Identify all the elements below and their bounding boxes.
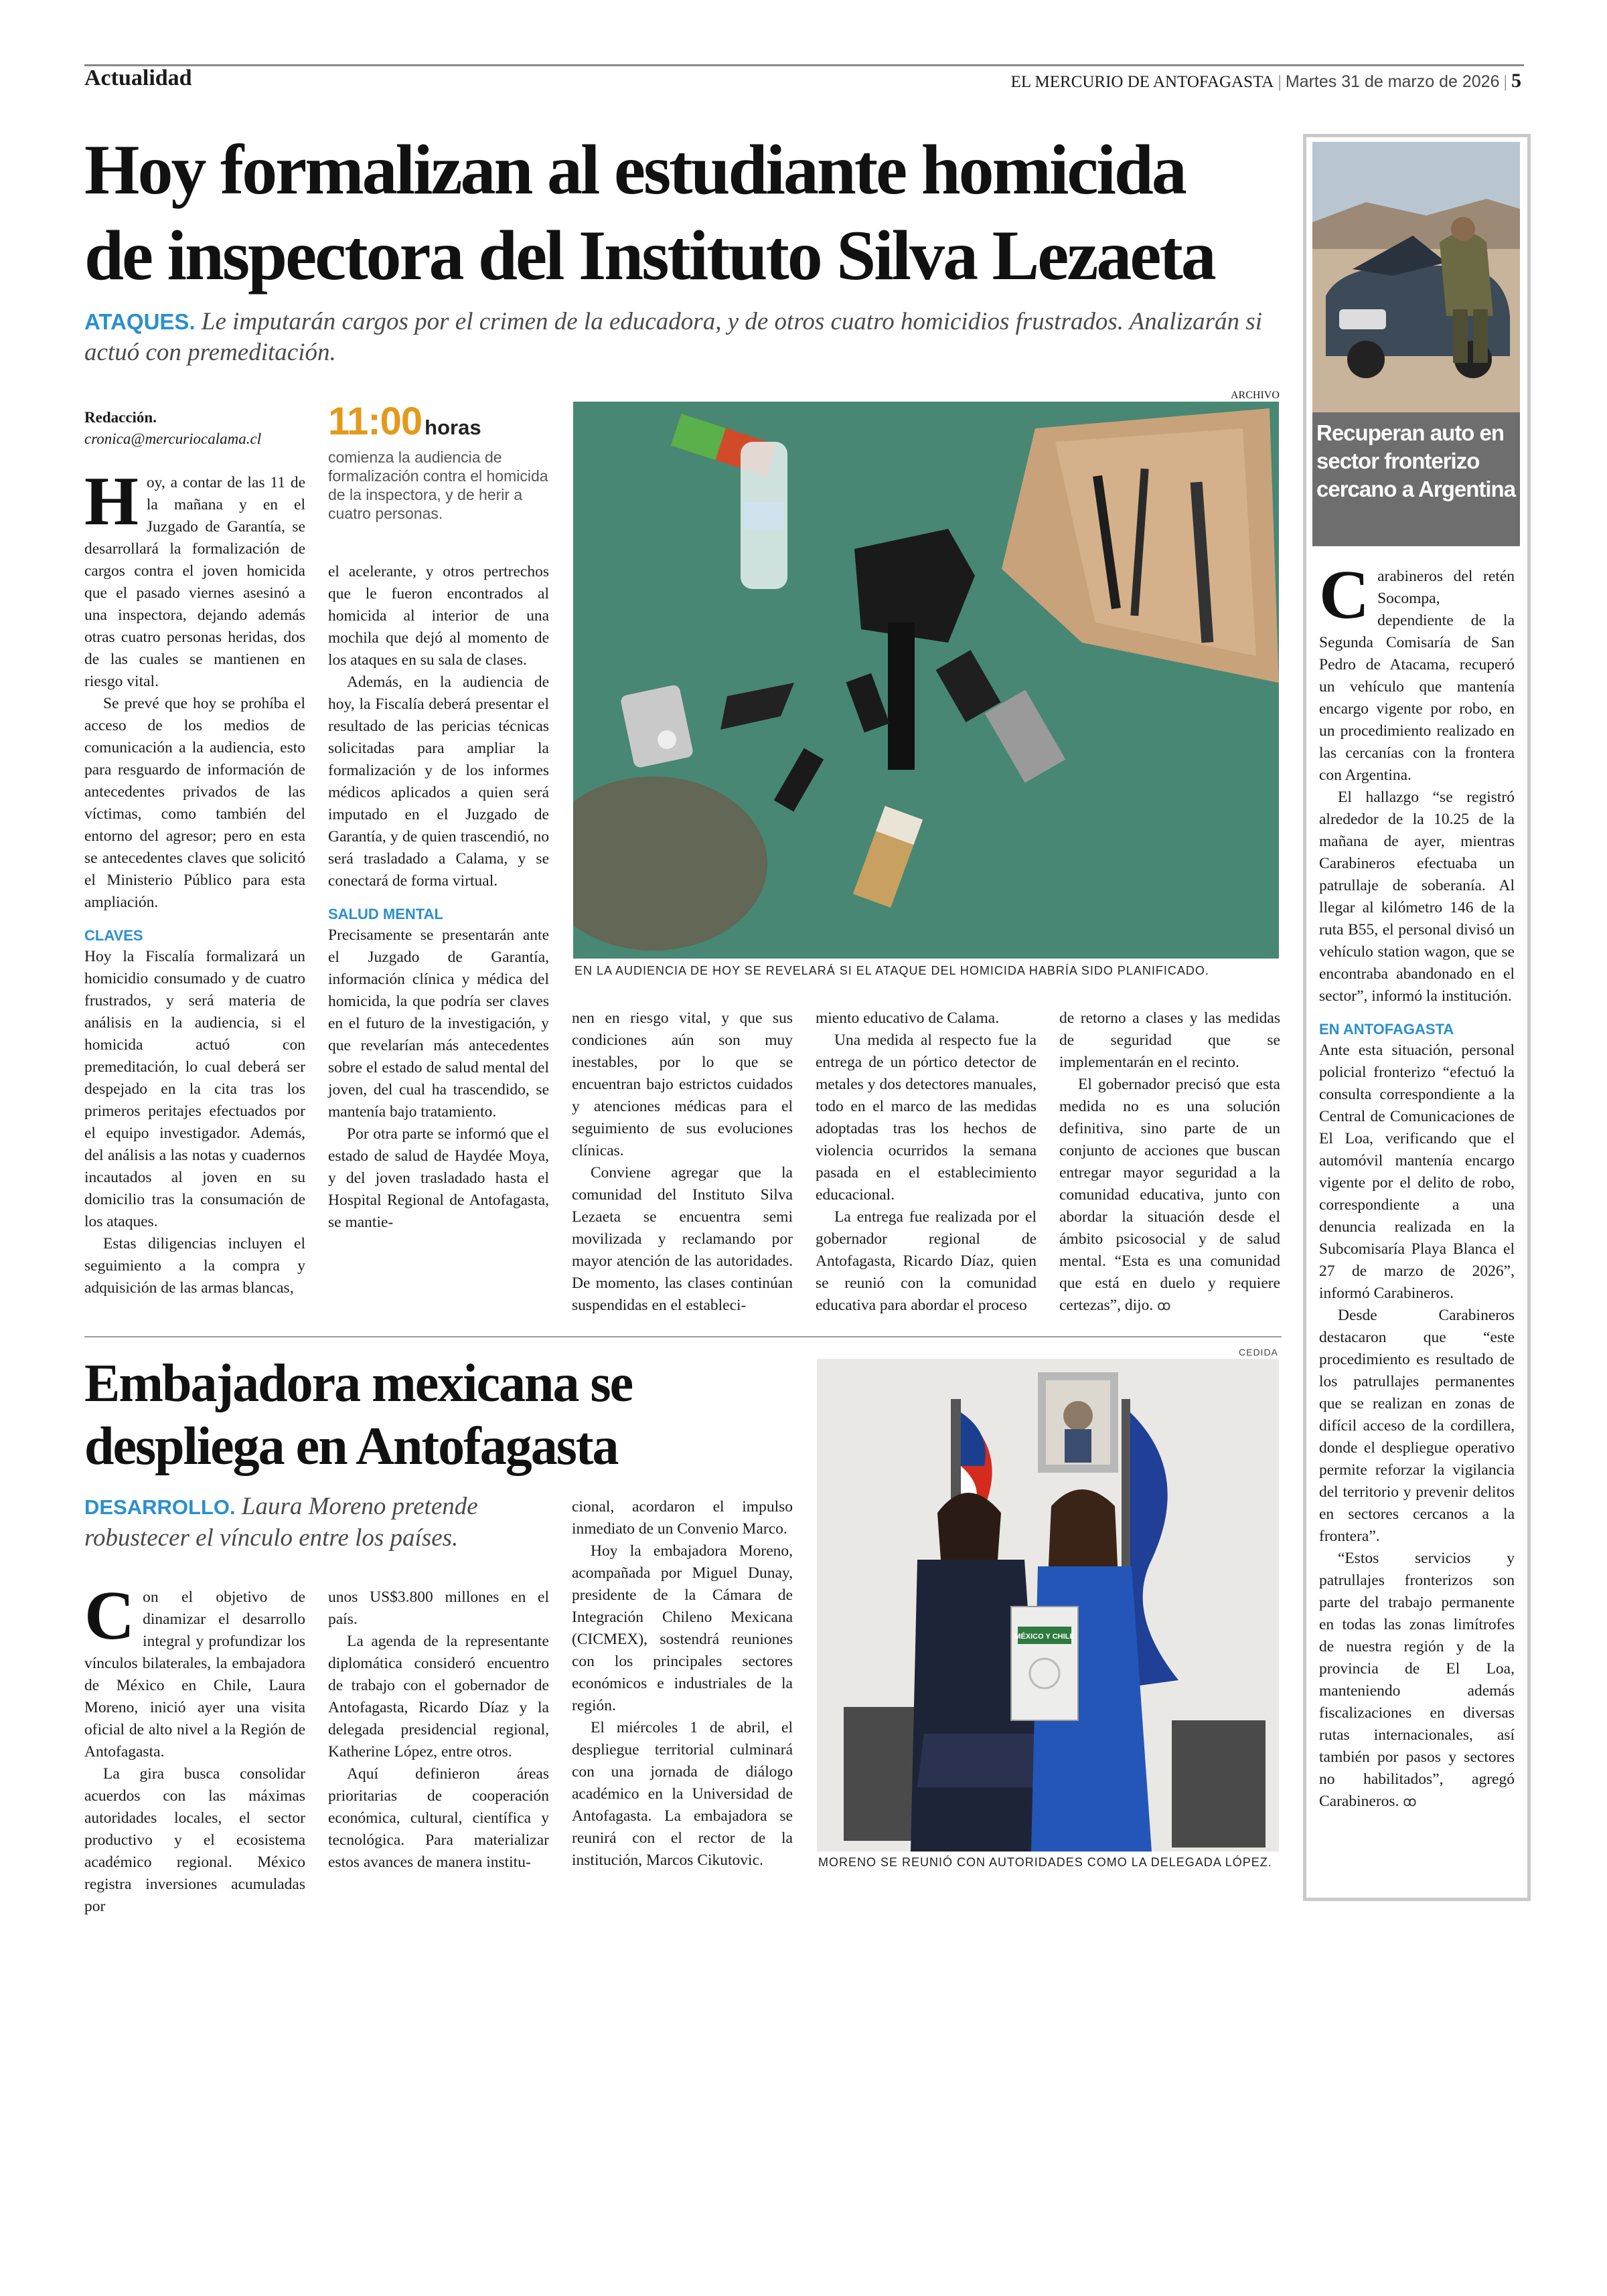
paper-name: EL MERCURIO DE ANTOFAGASTA [1010,73,1274,91]
headline-line-2: despliega en Antofagasta [84,1417,618,1476]
headline-line-1: Embajadora mexicana se [84,1354,633,1413]
dropcap: C [1319,556,1370,633]
article2-column-2: unos US$3.800 millones en el país. La agenda de la representante diplomática consideró encuentro de trabajo con el gobernador de Antofagasta, Ricardo Díaz y la delegada presidencial regional, Katherine López, entre otros. Aquí definieron áreas prioritarias de cooperación económica, cultural, científica y tecnológica. Para materializar estos avances de manera institu- [328,1588,549,1871]
kicker: DESARROLLO. [84,1495,236,1519]
page-number: 5 [1511,70,1521,92]
byline-email[interactable]: cronica@mercuriocalama.cl [84,430,262,447]
article1-deck [84,307,1290,368]
article1-column-2: el acelerante, y otros pertrechos que le fueron encontrados al homicida al interior de una mochila que dejó al momento de los ataques en su sala de clases. Además, en la audiencia de hoy, la Fiscalía deberá presentar el resultado de las pericias técnicas solicitadas para ampliar la formalización y de los informes médicos aplicados a quien será imputado en el Juzgado de Garantía, y de quien trascendió, no será trasladado a Calama, y se conectará de forma virtual. SALUD MENTAL Precisamente se presentarán ante el Juzgado de Garantía, información clínica y médica del homicida, la que podría ser claves en el futuro de la investigación, y que revelarían más antecedentes sobre el estado de salud mental del joven, del cual ha trascendido, se mantenía bajo tratamiento. Por otra parte se informó que el estado de salud de Haydée Moya, y del joven trasladado hasta el Hospital Regional de Antofagasta, se mantie- [328,563,549,1231]
deck-text: Le imputarán cargos por el crimen de la educadora, y de otros cuatro homicidios frustrados. Analizarán si actuó con premeditación. [84,308,1262,366]
headline-line-1: Hoy formalizan al estudiante homicida [84,131,1185,209]
byline-name: Redacción. [84,409,157,426]
article2-column-3: cional, acordaron el impulso inmediato de un Convenio Marco. Hoy la embajadora Moreno, acompañada por Miguel Dunay, presidente de la Cámara de Integración Chileno Mexicana (CICMEX), sostendrá reuniones con los principales sectores económicos e industriales de la región. El miércoles 1 de abril, el despliegue territorial culminará con una jornada de diálogo académico en la Universidad de Antofagasta. La embajadora se reunirá con el rector de la institución, Marcos Cikutovic. [572,1498,793,1869]
stat-value: 11:00 [328,400,423,443]
article2-headline [84,1352,794,1478]
article1-column-5: de retorno a clases y las medidas de seguridad que se implementarán en el recinto. El gobernador precisó que esta medida no es una solución definitiva, sino parte de un conjunto de acciones que buscan entregar mayor seguridad a la comunidad educativa, junto con abordar la situación desde el ámbito psicosocial y de salud mental. “Esta es una comunidad que está en duelo y requiere certezas”, dijo. ꝏ [1059,1009,1280,1314]
weapons-photo [573,402,1279,959]
book-label: MÉXICO Y CHILE [1014,1633,1075,1641]
ambassador-photo-illustration [817,1359,1279,1852]
stat-description: comienza la audiencia de formalización contra el homicida de la inspectora, y de herir a cuatro personas. [328,448,548,522]
subhead-en-antofagasta: EN ANTOFAGASTA [1319,1021,1454,1038]
article1-column-4: miento educativo de Calama. Una medida al respecto fue la entrega de un pórtico detector de metales y dos detectores manuales, todo en el marco de las medidas adoptadas tras los hechos de violencia ocurridos la semana pasada en el establecimiento educacional. La entrega fue realizada por el gobernador regional de Antofagasta, Ricardo Díaz, quien se reunió con la comunidad educativa para abordar el proceso [816,1009,1037,1314]
section-label: Actualidad [84,66,192,90]
dropcap: H [84,463,139,540]
article1-headline [84,127,1290,299]
end-mark-icon: ꝏ [1157,1297,1171,1313]
sidebar-headline-box [1312,412,1520,546]
photo-credit: CEDIDA [1239,1347,1278,1358]
embassador-photo [817,1359,1279,1852]
dropcap: C [84,1577,135,1654]
car-photo-illustration [1312,142,1520,412]
issue-date: Martes 31 de marzo de 2026 [1285,72,1500,91]
sidebar-photo [1312,142,1520,412]
photo-caption: EN LA AUDIENCIA DE HOY SE REVELARÁ SI EL ATAQUE DEL HOMICIDA HABRÍA SIDO PLANIFICADO. [575,964,1209,977]
photo-credit: ARCHIVO [1231,390,1280,401]
end-mark-icon: ꝏ [1403,1793,1417,1809]
deck-text: Laura Moreno pretende robustecer el vínculo entre los países. [84,1493,478,1552]
weapons-photo-illustration [573,402,1279,959]
subhead-salud-mental: SALUD MENTAL [328,906,443,922]
kicker: ATAQUES. [84,309,196,334]
subhead-claves: CLAVES [84,927,143,944]
article-divider [84,1336,1282,1337]
photo-caption: MORENO SE REUNIÓ CON AUTORIDADES COMO LA DELEGADA LÓPEZ. [818,1856,1272,1869]
byline [84,407,261,450]
header-rule [84,64,1524,66]
headline-line-2: de inspectora del Instituto Silva Lezaeta [84,216,1215,295]
article2-deck [84,1491,553,1554]
article2-column-1: Con el objetivo de dinamizar el desarrollo integral y profundizar los vínculos bilaterales, la embajadora de México en Chile, Laura Moreno, inició ayer una visita oficial de alto nivel a la Región de Antofagasta. La gira busca consolidar acuerdos con las máximas autoridades locales, el sector productivo y el ecosistema académico regional. México registra inversiones acumuladas por [84,1577,305,1915]
stat-unit: horas [425,416,481,439]
stat-box [328,399,549,523]
sidebar-headline: Recuperan auto en sector fronterizo cercano a Argentina [1316,420,1516,501]
folio: EL MERCURIO DE ANTOFAGASTA | Martes 31 de marzo de 2026 | 5 [1010,70,1521,92]
article1-column-3: nen en riesgo vital, y que sus condiciones aún son muy inestables, por lo que se encuentran bajo estrictos cuidados y atenciones médicas para el seguimiento de sus evoluciones clínicas. Conviene agregar que la comunidad del Instituto Silva Lezaeta se encuentra semi movilizada y reclamando por mayor atención de las autoridades. De momento, las clases continúan suspendidas en el estableci- [572,1009,793,1314]
sidebar-body: Carabineros del retén Socompa, dependiente de la Segunda Comisaría de San Pedro de Atacama, recuperó un vehículo que mantenía encargo vigente por robo, en un procedimiento realizado en las cercanías con la frontera con Argentina. El hallazgo “se registró alrededor de la 10.25 de la mañana de ayer, mientras Carabineros efectuaba un patrullaje de soberanía. Al llegar al kilómetro 146 de la ruta B55, el personal divisó un vehículo station wagon, que se encontraba abandonado en el sector”, informó la institución. EN ANTOFAGASTA Ante esta situación, personal policial fronterizo “efectuó la consulta correspondiente a la Central de Comunicaciones de El Loa, verificando que el automóvil mantenía encargo vigente por el delito de robo, correspondiente a una denuncia realizada en la Subcomisaría Playa Blanca el 27 de marzo de 2026”, informó Carabineros. Desde Carabineros destacaron que “este procedimiento es resultado de los patrullajes permanentes que se realizan en zonas de difícil acceso de la cordillera, donde el despliegue operativo permite reforzar la vigilancia del territorio y prevenir delitos en sectores cercanos a la frontera”. “Estos servicios y patrullajes fronterizos son parte del trabajo permanente en todas las zonas limítrofes de nuestra región y de la provincia de El Loa, manteniendo además fiscalizaciones en diversas rutas internacionales, así también por pasos y sectores no habilitados”, agregó Carabineros. ꝏ [1319,556,1515,1810]
article1-column-1: Hoy, a contar de las 11 de la mañana y en el Juzgado de Garantía, se desarrollará la formalización de cargos contra el joven homicida que el pasado viernes asesinó a una inspectora, dejando además otras cuatro personas heridas, dos de las cuales se mantienen en riesgo vital. Se prevé que hoy se prohíba el acceso de los medios de comunicación a la audiencia, esto para resguardo de información de antecedentes privados de las víctimas, como también del entorno del agresor; pero en esta se antecedentes claves que solicitó el Ministerio Público para esta ampliación. CLAVES Hoy la Fiscalía formalizará un homicidio consumado y de cuatro frustrados, y será materia de análisis en la audiencia, si el homicida actuó con premeditación, lo cual deberá ser despejado en la cita tras los primeros peritajes efectuados por el equipo investigador. Además, del análisis a las notas y cuadernos incautados al joven en su domicilio tras la consumación de los ataques. Estas diligencias incluyen el seguimiento a la compra y adquisición de las armas blancas, [84,463,305,1297]
